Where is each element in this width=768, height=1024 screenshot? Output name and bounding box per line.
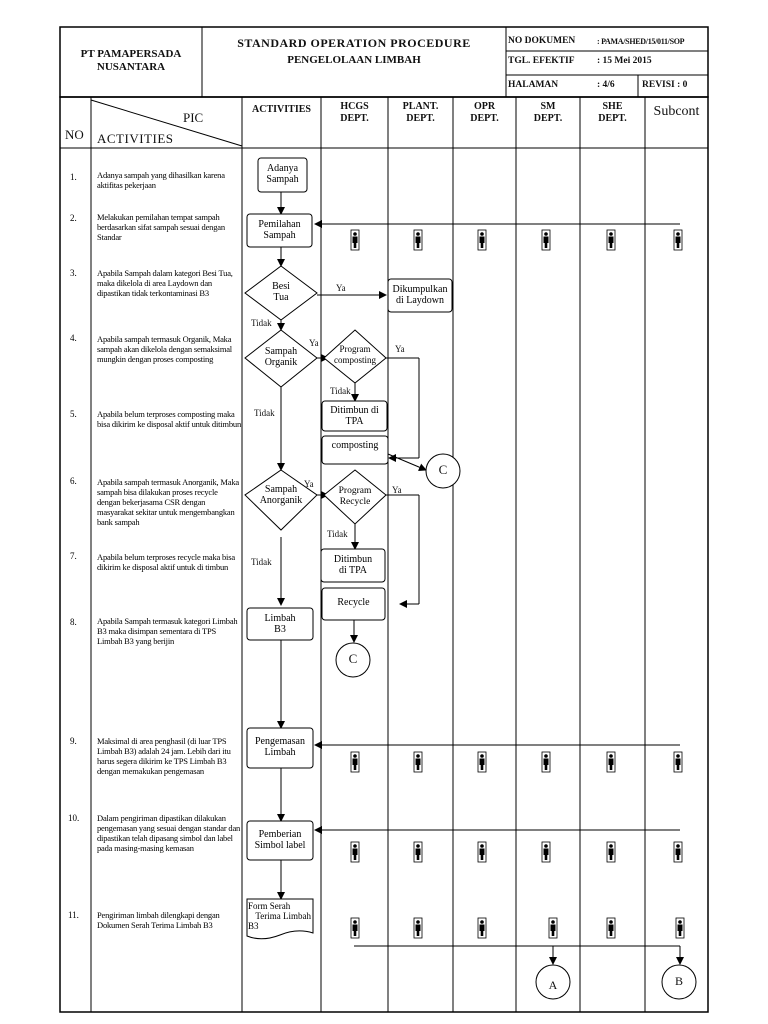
flow-shapes xyxy=(245,158,696,999)
label-dikumpulkan: Dikumpulkan di Laydown xyxy=(392,284,448,306)
person-icon xyxy=(414,918,422,938)
row-activity: Pengiriman limbah dilengkapi dengan Dokumen Serah Terima Limbah B3 xyxy=(97,910,220,930)
label-sampah-organik: Sampah Organik xyxy=(264,346,298,368)
row-activity: Apabila belum terproses composting maka bisa dikirim ke disposal aktif untuk ditimbun xyxy=(97,409,241,429)
col-activities: ACTIVITIES xyxy=(252,104,311,115)
row-no: 2. xyxy=(70,213,77,223)
row-no: 1. xyxy=(70,172,77,182)
person-icon xyxy=(542,230,550,250)
row-no: 5. xyxy=(70,409,77,419)
row-no: 10. xyxy=(68,813,80,823)
row-activity: Apabila belum terproses recycle maka bisa dikirim ke disposal aktif untuk di timbun xyxy=(97,552,235,572)
person-icon xyxy=(351,752,359,772)
col-activities-diag: ACTIVITIES xyxy=(97,131,174,146)
label-limbah-b3: Limbah B3 xyxy=(264,613,296,635)
label-form-serah: Form Serah Terima Limbah B3 xyxy=(248,901,311,931)
person-icon xyxy=(351,918,359,938)
person-icon xyxy=(542,752,550,772)
label-besi-tua: Besi Tua xyxy=(272,281,290,303)
label-pemilahan: Pemilahan Sampah xyxy=(258,219,301,241)
label-simbol-label: Pemberian Simbol label xyxy=(254,829,306,851)
halaman-label: HALAMAN xyxy=(508,80,559,90)
label-ya: Ya xyxy=(336,283,346,293)
row-no: 6. xyxy=(70,476,77,486)
col-hcgs: HCGS DEPT. xyxy=(340,101,369,124)
label-tidak: Tidak xyxy=(251,557,272,567)
row-activity: Maksimal di area penghasil (di luar TPS Limbah B3) adalah 24 jam. Lebih dari itu harus segera dikirim ke TPS Limbah B3 dengan memakukan pengemasan xyxy=(97,736,231,776)
person-icon xyxy=(542,842,550,862)
col-no: NO xyxy=(65,127,84,142)
label-ditimbun-tpa1: Ditimbun di TPA xyxy=(330,405,379,427)
connector-c2-label: C xyxy=(348,651,358,666)
person-icon xyxy=(351,230,359,250)
person-icon xyxy=(674,842,682,862)
doc-no-label: NO DOKUMEN xyxy=(508,36,576,46)
label-tidak: Tidak xyxy=(327,529,348,539)
row-activity: Apabila sampah termasuk Anorganik, Maka sampah bisa dilakukan proses recycle dengan bekerjasama CSR dengan masyarakat sekitar untuk mengembangkan bank sampah xyxy=(97,477,239,527)
person-icon xyxy=(607,918,615,938)
person-icon xyxy=(549,918,557,938)
person-icon xyxy=(607,230,615,250)
company-name: PT PAMAPERSADA NUSANTARA xyxy=(80,48,182,73)
label-tidak: Tidak xyxy=(330,386,351,396)
row-activity: Apabila Sampah termasuk kategori Limbah B3 maka disimpan sementara di TPS Limbah B3 yang berijin xyxy=(97,616,238,646)
person-icon xyxy=(414,752,422,772)
sop-subtitle: PENGELOLAAN LIMBAH xyxy=(287,54,421,66)
tgl-value: : 15 Mei 2015 xyxy=(597,56,652,66)
col-sm: SM DEPT. xyxy=(533,101,563,124)
tgl-label: TGL. EFEKTIF xyxy=(508,56,575,66)
label-recycle: Recycle xyxy=(337,597,370,608)
label-ya: Ya xyxy=(392,485,402,495)
label-ya: Ya xyxy=(304,479,314,489)
row-activity: Apabila Sampah dalam kategori Besi Tua, maka dikelola di area Laydown dan dipastikan tidak terkontaminasi B3 xyxy=(97,268,233,298)
row-activity: Apabila sampah termasuk Organik, Maka sampah akan dikelola dengan semaksimal mungkin dengan proses composting xyxy=(97,334,232,364)
row-no: 4. xyxy=(70,333,77,343)
connector-c1-label: C xyxy=(438,462,448,477)
row-activity: Dalam pengiriman dipastikan dilakukan pengemasan yang sesuai dengan standar dan dipastikan telah dipasang simbol dan label pada masing-masing kemasan xyxy=(97,813,241,853)
label-pengemasan: Pengemasan Limbah xyxy=(255,736,305,758)
col-subcont: Subcont xyxy=(653,104,700,119)
label-ditimbun-tpa2: Ditimbun di TPA xyxy=(333,554,373,576)
label-adanya-sampah: Adanya Sampah xyxy=(266,163,299,185)
person-icon xyxy=(607,842,615,862)
person-icon xyxy=(607,752,615,772)
person-icon xyxy=(351,842,359,862)
row-no: 11. xyxy=(68,910,79,920)
label-program-recycle: Program Recycle xyxy=(338,486,372,507)
connector-a-label: A xyxy=(548,978,558,992)
row-no: 8. xyxy=(70,617,77,627)
col-she: SHE DEPT. xyxy=(598,101,627,124)
person-icon xyxy=(478,842,486,862)
person-icon xyxy=(414,842,422,862)
row-activity: Melakukan pemilahan tempat sampah berdasarkan sifat sampah sesuai dengan Standar xyxy=(97,212,225,242)
revisi: REVISI : 0 xyxy=(642,80,688,90)
label-composting: composting xyxy=(331,440,379,451)
label-ya: Ya xyxy=(309,338,319,348)
col-opr: OPR DEPT. xyxy=(470,101,499,124)
label-tidak: Tidak xyxy=(254,408,275,418)
label-ya: Ya xyxy=(395,344,405,354)
row-no: 7. xyxy=(70,551,77,561)
col-pic: PIC xyxy=(183,110,204,125)
label-sampah-anorganik: Sampah Anorganik xyxy=(259,484,303,506)
sop-title: STANDARD OPERATION PROCEDURE xyxy=(237,36,471,50)
label-program-composting: Program composting xyxy=(334,344,376,365)
person-icon xyxy=(478,230,486,250)
person-icon xyxy=(478,752,486,772)
connector-b-label: B xyxy=(674,974,683,988)
row-activity: Adanya sampah yang dihasilkan karena aktifitas pekerjaan xyxy=(97,170,225,190)
person-icon xyxy=(478,918,486,938)
col-plant: PLANT. DEPT. xyxy=(402,101,439,124)
row-no: 9. xyxy=(70,736,77,746)
person-icon xyxy=(676,918,684,938)
person-icon xyxy=(674,230,682,250)
pic-icons xyxy=(351,230,684,938)
halaman-value: : 4/6 xyxy=(597,80,615,90)
person-icon xyxy=(674,752,682,772)
label-tidak: Tidak xyxy=(251,318,272,328)
doc-no-value: : PAMA/SHED/15/011/SOP xyxy=(597,37,685,46)
row-no: 3. xyxy=(70,268,77,278)
person-icon xyxy=(414,230,422,250)
